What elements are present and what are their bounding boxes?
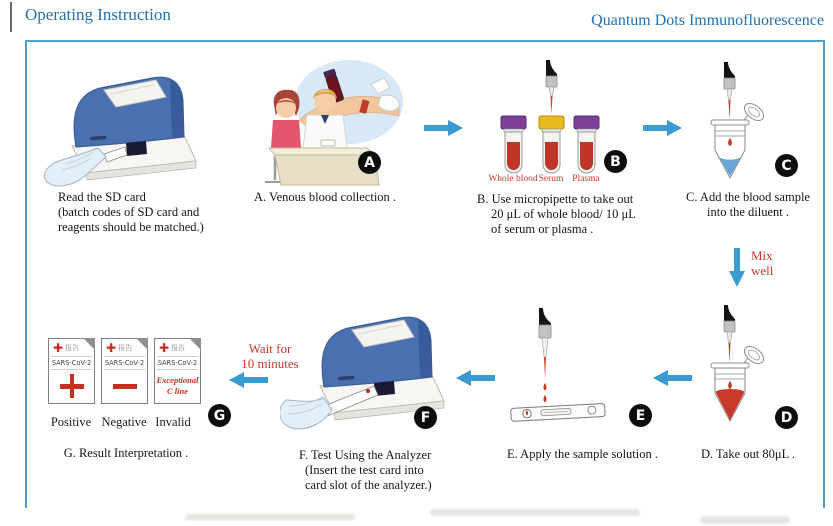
step-badge-b: B bbox=[604, 150, 627, 173]
step-d-caption: D. Take out 80μL . bbox=[700, 447, 795, 461]
wait-note: Wait for 10 minutes bbox=[241, 341, 299, 371]
result-card-invalid bbox=[154, 338, 201, 404]
step-e-caption: E. Apply the sample solution . bbox=[506, 447, 659, 461]
micropipette bbox=[724, 62, 735, 120]
step-c-caption: C. Add the blood sample into the diluent . bbox=[686, 190, 810, 219]
tube-label-plasma: Plasma bbox=[572, 174, 600, 184]
virus-label: SARS-CoV-2 bbox=[104, 356, 145, 370]
step-g-caption: G. Result Interpretation . bbox=[63, 446, 189, 460]
tube-label-serum: Serum bbox=[538, 174, 564, 184]
analyzer-sd-illustration bbox=[32, 58, 207, 193]
sd-card-caption: Read the SD card (batch codes of SD card and reagents should be matched.) bbox=[58, 190, 204, 234]
diluent-liquid bbox=[719, 157, 741, 176]
sample-tube-illustration bbox=[692, 303, 782, 428]
red-cross-icon: ✚ bbox=[53, 341, 64, 355]
result-card-positive bbox=[48, 338, 95, 404]
result-card-negative bbox=[101, 338, 148, 404]
micropipette bbox=[539, 308, 551, 403]
exceptional-c-line-text: Exceptional C line bbox=[156, 375, 199, 397]
virus-label: SARS-CoV-2 bbox=[51, 356, 92, 370]
minus-symbol bbox=[113, 384, 137, 389]
scan-artifact-smudge bbox=[185, 514, 355, 520]
step-badge-a: A bbox=[358, 151, 381, 174]
step-a-caption: A. Venous blood collection . bbox=[253, 190, 397, 204]
tube-label-whole-blood: Whole blood bbox=[488, 174, 538, 184]
step-badge-f: F bbox=[414, 406, 437, 429]
test-cassette bbox=[511, 403, 606, 421]
page-title: Operating Instruction bbox=[25, 5, 171, 24]
arrow-right-icon bbox=[424, 120, 464, 136]
red-cross-icon: ✚ bbox=[106, 341, 117, 355]
arrow-left-icon bbox=[652, 370, 692, 386]
tube-plasma bbox=[574, 116, 599, 173]
step-badge-g: G bbox=[208, 404, 231, 427]
scan-artifact-line bbox=[10, 2, 12, 32]
apply-sample-illustration bbox=[495, 305, 620, 427]
report-label: 报告 bbox=[171, 344, 186, 352]
report-label: 报告 bbox=[65, 344, 80, 352]
arrow-down-icon bbox=[729, 248, 745, 288]
patient-body bbox=[271, 120, 301, 148]
scan-artifact-smudge bbox=[700, 516, 790, 524]
result-label-negative: Negative bbox=[101, 415, 147, 429]
micropipette bbox=[546, 60, 557, 114]
arrow-right-icon bbox=[643, 120, 683, 136]
step-b-caption: B. Use micropipette to take out 20 μL of whole blood/ 10 μL of serum or plasma . bbox=[477, 192, 636, 236]
tube-serum bbox=[539, 116, 564, 173]
desk bbox=[269, 148, 375, 155]
mixed-sample-liquid bbox=[716, 391, 744, 420]
plus-symbol bbox=[60, 374, 84, 398]
virus-label: SARS-CoV-2 bbox=[157, 356, 198, 370]
page-fold-icon bbox=[189, 338, 201, 350]
red-cross-icon: ✚ bbox=[159, 341, 170, 355]
diluent-tube-illustration bbox=[692, 60, 782, 185]
micropipette bbox=[724, 305, 735, 363]
step-badge-e: E bbox=[629, 404, 652, 427]
arrow-left-icon bbox=[228, 372, 268, 388]
step-badge-c: C bbox=[775, 154, 798, 177]
mix-well-note: Mix well bbox=[751, 248, 774, 278]
hand bbox=[280, 398, 332, 429]
step-f-caption: F. Test Using the Analyzer (Insert the test card into card slot of the analyzer.) bbox=[299, 448, 432, 492]
report-label: 报告 bbox=[118, 344, 133, 352]
result-label-positive: Positive bbox=[50, 415, 92, 429]
page-fold-icon bbox=[83, 338, 95, 350]
arrow-left-icon bbox=[455, 370, 495, 386]
step-badge-d: D bbox=[775, 406, 798, 429]
result-label-invalid: Invalid bbox=[155, 415, 191, 429]
page-fold-icon bbox=[136, 338, 148, 350]
scan-artifact-smudge bbox=[430, 509, 640, 516]
result-cards bbox=[48, 338, 201, 404]
tube-whole-blood bbox=[501, 116, 526, 173]
page-subtitle: Quantum Dots Immunofluorescence bbox=[591, 12, 824, 29]
